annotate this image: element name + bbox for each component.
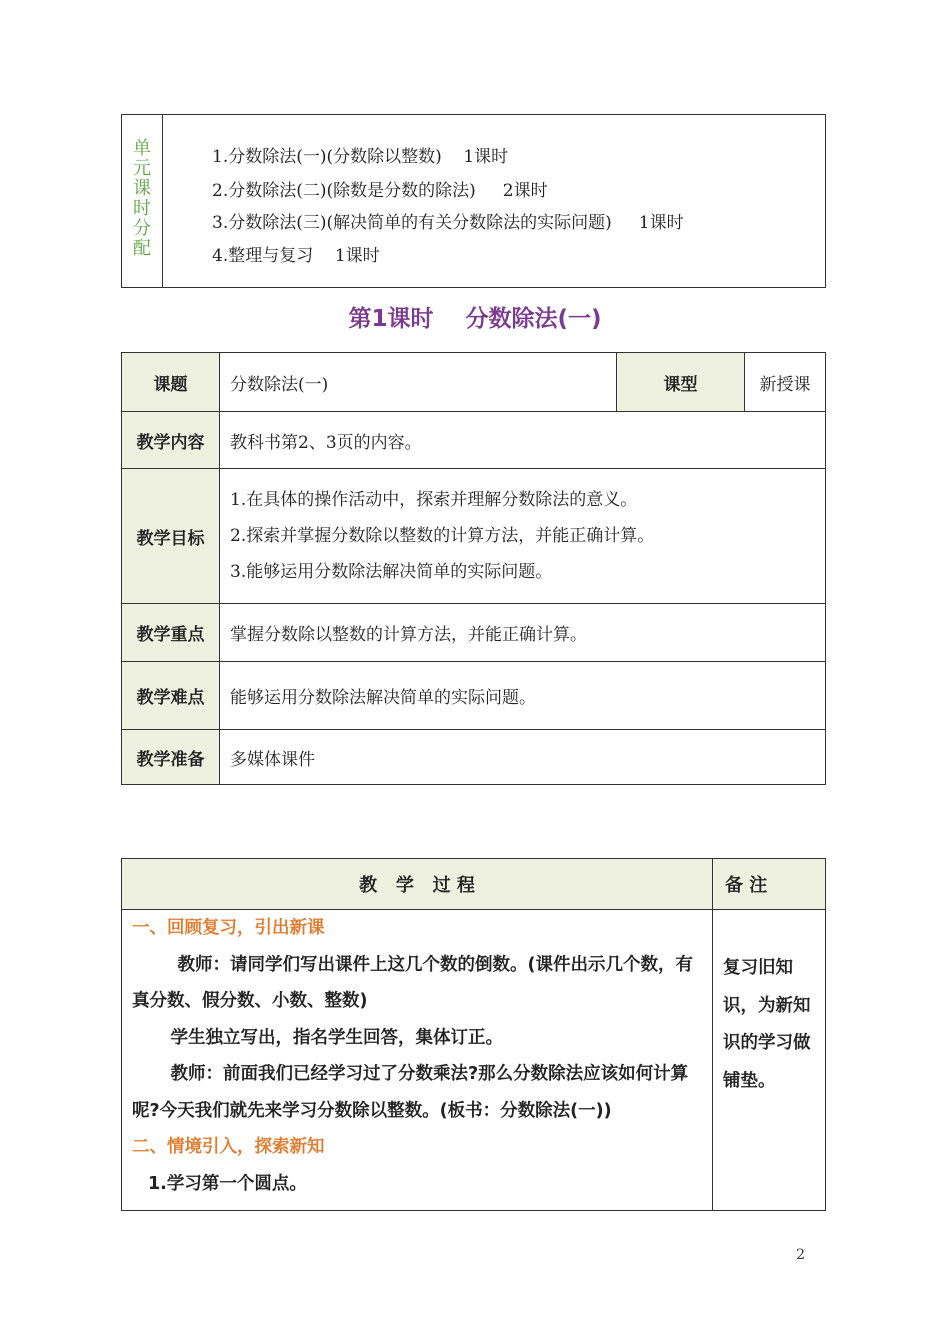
process-header-row: [122, 859, 826, 910]
section-title: 一、回顾复习，引出新课: [132, 918, 325, 938]
process-body-row: [122, 910, 826, 1211]
process-paragraph: 教师：前面我们已经学习过了分数乘法?那么分数除法应该如何计算呢?今天我们就先来学习分数除以整数。(板书：分数除法(一)): [132, 1064, 689, 1121]
goals-list: [220, 469, 826, 604]
topic-value: 分数除法(一): [220, 353, 617, 412]
key-label: 教学重点: [122, 604, 220, 662]
goal-item: 1.在具体的操作活动中，探索并理解分数除法的意义。: [230, 490, 638, 510]
topic-row: [122, 353, 826, 412]
process-body: [122, 910, 713, 1211]
difficulty-row: [122, 662, 826, 730]
type-value: 新授课: [745, 353, 826, 412]
unit-allocation-box: [121, 114, 826, 288]
unit-label-cell: [122, 115, 163, 287]
lesson-info-table: [121, 352, 826, 785]
content-row: [122, 412, 826, 469]
lesson-heading: 第1课时 分数除法(一): [348, 306, 602, 332]
topic-label: 课题: [122, 353, 220, 412]
unit-item: 2.分数除法(二)(除数是分数的除法) 2课时: [212, 181, 548, 201]
difficulty-label: 教学难点: [122, 662, 220, 730]
prep-value: 多媒体课件: [220, 730, 826, 785]
unit-allocation-label: 单 元 课 时 分 配: [133, 138, 151, 259]
goals-row: [122, 469, 826, 604]
process-paragraph: 教师：请同学们写出课件上这几个数的倒数。(课件出示几个数，有真分数、假分数、小数、整数): [132, 954, 693, 1011]
unit-item: 1.分数除法(一)(分数除以整数) 1课时: [212, 147, 509, 167]
page-number: 2: [796, 1247, 805, 1263]
note-body: 复习旧知识，为新知识的学习做铺垫。: [713, 910, 826, 1211]
process-header: 教 学 过 程: [122, 859, 713, 910]
goals-label: 教学目标: [122, 469, 220, 604]
goal-item: 3.能够运用分数除法解决简单的实际问题。: [230, 562, 553, 582]
unit-item: 3.分数除法(三)(解决简单的有关分数除法的实际问题) 1课时: [212, 213, 684, 233]
content-value: 教科书第2、3页的内容。: [220, 412, 826, 469]
note-header: 备 注: [713, 859, 826, 910]
goal-item: 2.探索并掌握分数除以整数的计算方法，并能正确计算。: [230, 526, 655, 546]
unit-item: 4.整理与复习 1课时: [212, 246, 380, 266]
difficulty-value: 能够运用分数除法解决简单的实际问题。: [220, 662, 826, 730]
content-label: 教学内容: [122, 412, 220, 469]
prep-row: [122, 730, 826, 785]
prep-label: 教学准备: [122, 730, 220, 785]
process-paragraph: 1.学习第一个圆点。: [148, 1173, 307, 1194]
section-title: 二、情境引入，探索新知: [132, 1137, 325, 1157]
teaching-process-table: [121, 858, 826, 1211]
key-row: [122, 604, 826, 662]
type-label: 课型: [617, 353, 745, 412]
process-paragraph: 学生独立写出，指名学生回答，集体订正。: [170, 1027, 503, 1048]
key-value: 掌握分数除以整数的计算方法，并能正确计算。: [220, 604, 826, 662]
